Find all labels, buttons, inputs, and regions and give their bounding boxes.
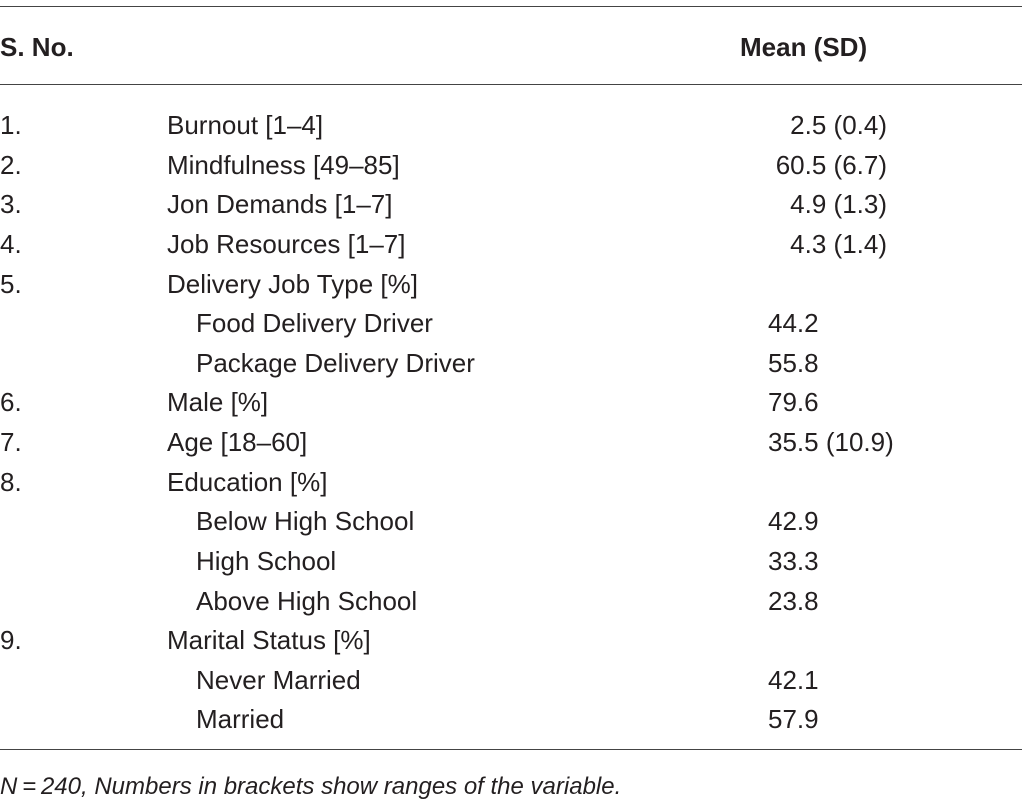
row-value: 2.5 (0.4)	[790, 110, 887, 140]
row-value: 35.5 (10.9)	[768, 427, 894, 457]
row-label: Delivery Job Type [%]	[167, 268, 418, 299]
row-number: 8.	[0, 466, 22, 497]
row-number: 7.	[0, 427, 22, 457]
row-value: 42.1	[768, 664, 819, 695]
table-row	[0, 502, 1022, 542]
row-label: Male [%]	[167, 387, 269, 418]
table-row	[0, 383, 1022, 423]
table-footnote: N = 240, Numbers in brackets show ranges of the variable.	[0, 773, 622, 800]
row-sublabel: Never Married	[196, 664, 361, 695]
row-number: 2.	[0, 149, 22, 180]
table-row	[0, 225, 1022, 265]
table-top-rule	[0, 6, 1022, 7]
row-value: 60.5 (6.7)	[775, 149, 887, 180]
row-sublabel: High School	[196, 545, 337, 576]
table-row	[0, 304, 1022, 344]
row-value: 55.8	[768, 347, 819, 378]
row-sublabel: Food Delivery Driver	[196, 308, 433, 339]
column-header-sno: S. No.	[0, 32, 74, 62]
row-value: 23.8	[768, 585, 819, 616]
row-value: 33.3	[768, 545, 819, 576]
row-value: 57.9	[768, 704, 819, 735]
table-row	[0, 423, 1022, 463]
table-header-rule	[0, 84, 1022, 85]
row-number: 3.	[0, 189, 22, 220]
table-body	[0, 106, 1022, 740]
row-label: Mindfulness [49–85]	[167, 149, 400, 180]
row-number: 6.	[0, 387, 22, 418]
table-row	[0, 146, 1022, 186]
table-bottom-rule	[0, 749, 1022, 750]
row-label: Age [18–60]	[167, 427, 308, 457]
row-number: 9.	[0, 625, 22, 656]
table-row	[0, 344, 1022, 384]
row-value: 42.9	[768, 506, 819, 537]
row-sublabel: Package Delivery Driver	[196, 347, 475, 378]
table-row	[0, 582, 1022, 622]
row-number: 5.	[0, 268, 22, 299]
row-number: 1.	[0, 110, 22, 140]
row-sublabel: Below High School	[196, 506, 415, 537]
table-row	[0, 463, 1022, 503]
row-label: Education [%]	[167, 466, 328, 497]
table-row	[0, 185, 1022, 225]
row-value: 4.3 (1.4)	[790, 228, 887, 259]
table-row	[0, 106, 1022, 146]
table-row	[0, 700, 1022, 740]
column-header-mean-sd: Mean (SD)	[740, 32, 868, 62]
table-row	[0, 265, 1022, 305]
row-label: Jon Demands [1–7]	[167, 189, 393, 220]
table-row	[0, 661, 1022, 701]
row-value: 4.9 (1.3)	[790, 189, 887, 220]
row-label: Job Resources [1–7]	[167, 228, 406, 259]
row-label: Marital Status [%]	[167, 625, 371, 656]
row-value: 79.6	[768, 387, 819, 418]
row-value: 44.2	[768, 308, 819, 339]
row-sublabel: Married	[196, 704, 285, 735]
table-row	[0, 542, 1022, 582]
row-label: Burnout [1–4]	[167, 110, 324, 140]
row-number: 4.	[0, 228, 22, 259]
table-row	[0, 621, 1022, 661]
row-sublabel: Above High School	[196, 585, 418, 616]
